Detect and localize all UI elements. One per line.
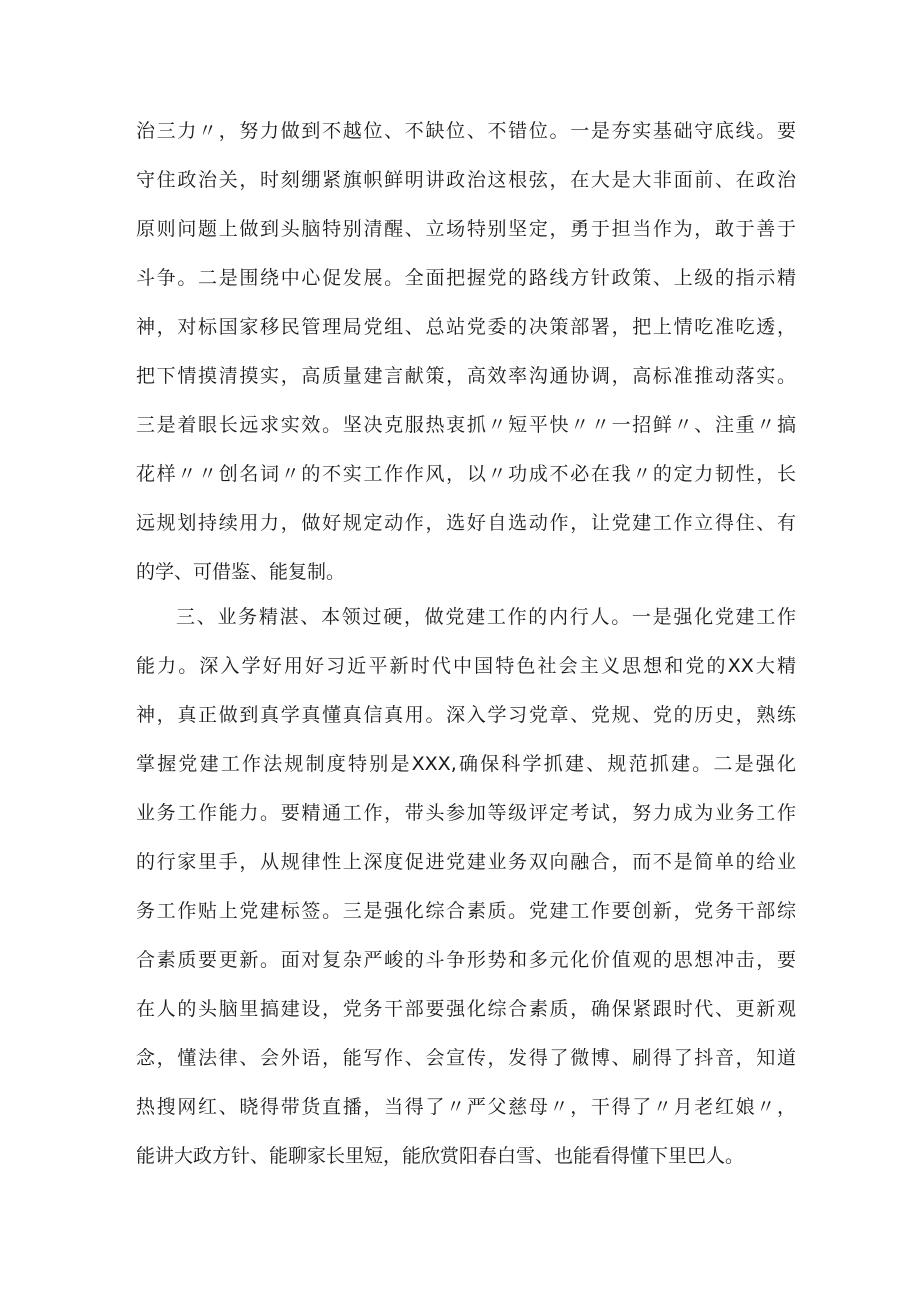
text-line: 三是着眼长远求实效。坚决克服热衷抓〃短平快〃〃一招鲜〃、注重〃搞 xyxy=(136,414,796,436)
text-line: 在人的头脑里搞建设，党务干部要强化综合素质，确保紧跟时代、更新观 xyxy=(136,998,796,1020)
text-line: 神，对标国家移民管理局党组、总站党委的决策部署，把上情吃准吃透， xyxy=(136,316,796,338)
text-line: 能讲大政方针、能聊家长里短，能欣赏阳春白雪、也能看得懂下里巴人。 xyxy=(136,1145,745,1167)
text-line: 花样〃〃创名词〃的不实工作作风，以〃功成不必在我〃的定力韧性，长 xyxy=(136,463,796,485)
text-line: 念，懂法律、会外语，能写作、会宣传，发得了微博、刷得了抖音，知道 xyxy=(136,1047,796,1069)
text-line: 斗争。二是围绕中心促发展。全面把握党的路线方针政策、上级的指示精 xyxy=(136,267,796,289)
text-line: 能力。深入学好用好习近平新时代中国特色社会主义思想和党的XX大精 xyxy=(136,655,796,677)
text-line: 热搜网红、晓得带货直播，当得了〃严父慈母〃，干得了〃月老红娘〃， xyxy=(136,1096,796,1118)
text-line: 业务工作能力。要精通工作，带头参加等级评定考试，努力成为业务工作 xyxy=(136,802,796,824)
text-line: 三、业务精湛、本领过硬，做党建工作的内行人。一是强化党建工作 xyxy=(176,606,796,628)
text-line: 神，真正做到真学真懂真信真用。深入学习党章、党规、党的历史，熟练 xyxy=(136,704,796,726)
text-line: 的学、可借鉴、能复制。 xyxy=(136,561,346,583)
text-line: 务工作贴上党建标签。三是强化综合素质。党建工作要创新，党务干部综 xyxy=(136,900,796,922)
text-line: 治三力〃，努力做到不越位、不缺位、不错位。一是夯实基础守底线。要 xyxy=(136,120,796,142)
text-line: 掌握党建工作法规制度特别是XXX,确保科学抓建、规范抓建。二是强化 xyxy=(136,753,796,775)
text-line: 把下情摸清摸实，高质量建言献策，高效率沟通协调，高标准推动落实。 xyxy=(136,365,796,387)
text-line: 合素质要更新。面对复杂严峻的斗争形势和多元化价值观的思想冲击，要 xyxy=(136,949,796,971)
text-line: 守住政治关，时刻绷紧旗帜鲜明讲政治这根弦，在大是大非面前、在政治 xyxy=(136,169,796,191)
text-line: 远规划持续用力，做好规定动作，选好自选动作，让党建工作立得住、有 xyxy=(136,512,796,534)
text-line: 的行家里手，从规律性上深度促进党建业务双向融合，而不是简单的给业 xyxy=(136,851,796,873)
text-line: 原则问题上做到头脑特别清醒、立场特别坚定，勇于担当作为，敢于善于 xyxy=(136,218,796,240)
